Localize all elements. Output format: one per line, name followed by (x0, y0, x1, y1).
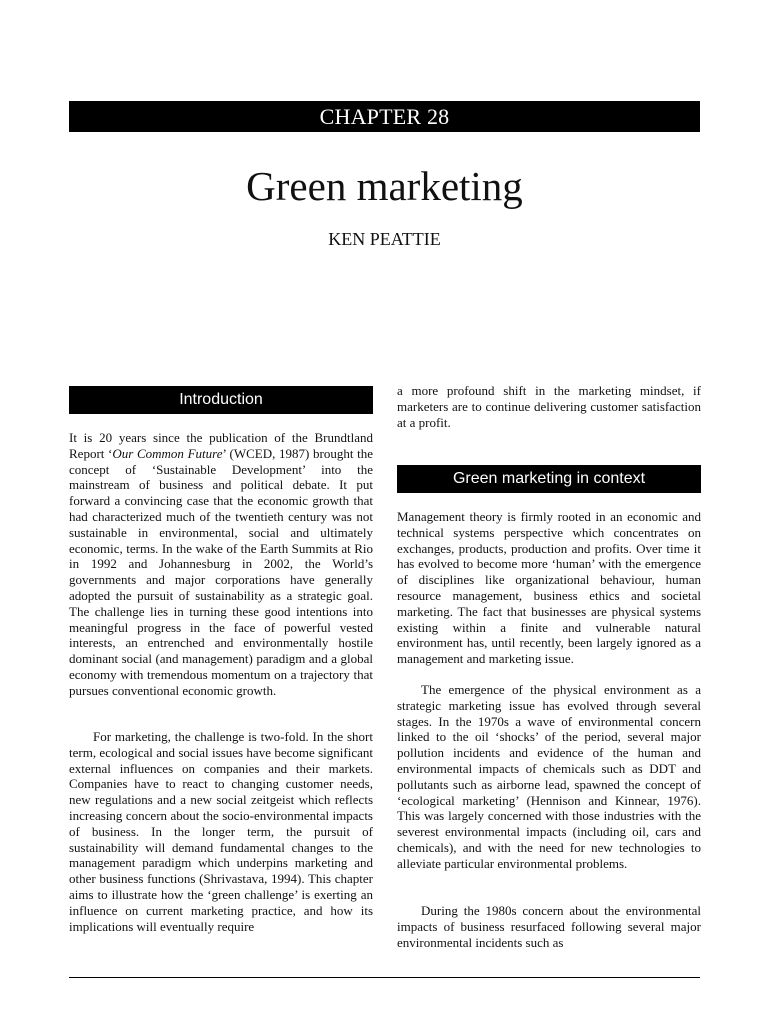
author-name: KEN PEATTIE (328, 229, 441, 249)
footer-rule (69, 977, 700, 978)
intro-paragraph-1-start: It is 20 years since the publication of the Brundtland Report ‘ (69, 430, 373, 461)
section-heading-green-marketing-in-context: Green marketing in context (397, 465, 701, 493)
context-paragraph-2: The emergence of the physical environment as a strategic marketing issue has evolved through several stages. In the 1970s a wave of environmental concern linked to the oil ‘shocks’ of the period, several major pollution incidents and evidence of the human and environmental impacts of chemicals such as DDT and pollutants such as airborne lead, spawned the concept of ‘ecological marketing’ (Hennison and Kinnear, 1976). This was largely concerned with those industries with the severest environmental impacts (including oil, cars and chemicals), and with the need for new technologies to alleviate particular environmental problems. (397, 682, 701, 871)
intro-paragraph-1 (69, 430, 373, 699)
continuation-paragraph: a more profound shift in the marketing mindset, if marketers are to continue delivering customer satisfaction at a profit. (397, 383, 701, 430)
context-paragraph-1: Management theory is firmly rooted in an economic and technical systems perspective which concentrates on exchanges, products, production and profits. Over time it has evolved to become more ‘human’ with the emergence of disciplines like organizational behaviour, human resource management, business ethics and societal marketing. The fact that businesses are physical systems existing within a finite and vulnerable natural environment has, until recently, been largely ignored as a management and marketing issue. (397, 509, 701, 667)
section-heading-introduction: Introduction (69, 386, 373, 414)
chapter-label: CHAPTER 28 (69, 101, 700, 132)
report-title: Our Common Future (112, 445, 223, 461)
intro-paragraph-2: For marketing, the challenge is two-fold. In the short term, ecological and social issues have become significant external influences on companies and their markets. Companies have to react to changing customer needs, new regulations and a new social zeitgeist which reflects increasing concern about the socio-environmental impacts of business. In the longer term, the pursuit of sustainability will demand fundamental changes to the management paradigm which underpins marketing and other business functions (Shrivastava, 1994). This chapter aims to illustrate how the ‘green challenge’ is exerting an influence on current marketing practice, and how its implications will eventually require (69, 729, 373, 934)
intro-paragraph-1-rest: ’ (WCED, 1987) brought the concept of ‘Sustainable Development’ into the mainstream of business and political debate. It put forward a convincing case that the economic growth that had characterized much of the twentieth century was not sustainable in environmental, social and ultimately economic, terms. In the wake of the Earth Summits at Rio in 1992 and Johannesburg in 2002, the World’s governments and major corporations have generally adopted the pursuit of sustainability as a strategic goal. The challenge lies in turning these good intentions into meaningful progress in the face of powerful vested interests, an entrenched and environmentally hostile dominant social (and management) paradigm and a global economy with tremendous momentum on a trajectory that pursues conventional economic growth. (69, 445, 373, 698)
chapter-title: Green marketing (246, 163, 523, 209)
context-paragraph-3: During the 1980s concern about the environmental impacts of business resurfaced following several major environmental incidents such as (397, 903, 701, 950)
